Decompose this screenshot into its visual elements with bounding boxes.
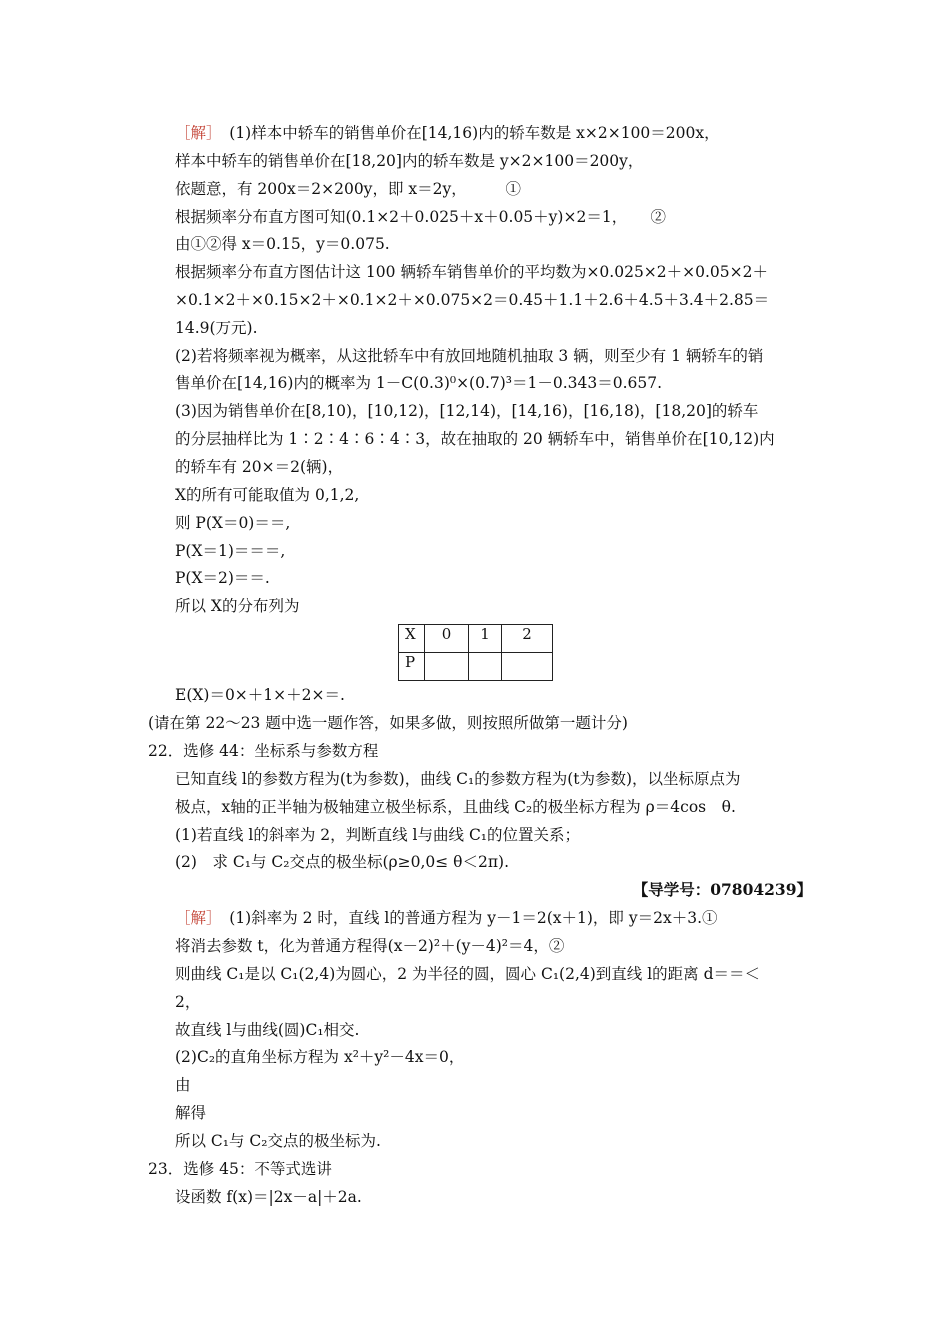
solution21-line14: X的所有可能取值为 0,1,2, <box>175 486 360 504</box>
solution21-line6: 根据频率分布直方图估计这 100 辆轿车销售单价的平均数为×0.025×2＋×0.05×2＋ <box>175 263 768 281</box>
solution21-line3: 依题意，有 200x＝2×200y，即 x＝2y， ① <box>175 180 521 198</box>
solution21-line12: 的分层抽样比为 1∶2∶4∶6∶4∶3，故在抽取的 20 辆轿车中，销售单价在[10,12)内 <box>175 430 775 448</box>
selection-note: (请在第 22～23 题中选一题作答，如果多做，则按照所做第一题计分) <box>148 714 628 732</box>
reference-number: 【导学号：07804239】 <box>632 880 812 899</box>
table-cell <box>469 653 502 681</box>
solution22-line3: 则曲线 C₁是以 C₁(2,4)为圆心，2 为半径的圆，圆心 C₁(2,4)到直线 l的距离 d＝＝＜ <box>175 965 761 983</box>
solution21-line11: (3)因为销售单价在[8,10)，[10,12)，[12,14)，[14,16)，[16,18)，[18,20]的轿车 <box>175 402 759 420</box>
table-cell <box>502 653 553 681</box>
question23-line1: 设函数 f(x)＝|2x－a|＋2a. <box>175 1188 362 1206</box>
solution22-line2: 将消去参数 t，化为普通方程得(x－2)²＋(y－4)²＝4，② <box>175 937 565 955</box>
solution21-line2: 样本中轿车的销售单价在[18,20]内的轿车数是 y×2×100＝200y， <box>175 152 644 170</box>
solution22-line5: 故直线 l与曲线(圆)C₁相交. <box>175 1021 360 1039</box>
table-cell: X <box>399 625 425 653</box>
question22-line3: (1)若直线 l的斜率为 2，判断直线 l与曲线 C₁的位置关系； <box>175 826 581 844</box>
solution22-line4: 2， <box>175 993 201 1011</box>
table-row <box>399 653 553 681</box>
table-cell <box>425 653 469 681</box>
solution22-line8: 解得 <box>175 1104 207 1122</box>
question22-title: 22．选修 44：坐标系与参数方程 <box>148 742 379 760</box>
solution21-line4: 根据频率分布直方图可知(0.1×2＋0.025＋x＋0.05＋y)×2＝1， ② <box>175 208 666 226</box>
solution21-line1: ［解］ (1)样本中轿车的销售单价在[14,16)内的轿车数是 x×2×100＝200x， <box>175 124 720 142</box>
question22-line1: 已知直线 l的参数方程为(t为参数)，曲线 C₁的参数方程为(t为参数)，以坐标原点为 <box>175 770 741 788</box>
solution-tag: ［解］ <box>175 124 214 142</box>
question22-line4: (2) 求 C₁与 C₂交点的极坐标(ρ≥0,0≤ θ＜2π). <box>175 853 510 871</box>
solution21-line7: ×0.1×2＋×0.15×2＋×0.1×2＋×0.075×2＝0.45＋1.1＋2.6＋4.5＋3.4＋2.85＝ <box>175 291 770 309</box>
solution21-line18: 所以 X的分布列为 <box>175 597 300 615</box>
solution21-line13: 的轿车有 20×＝2(辆)， <box>175 458 344 476</box>
question22-line2: 极点，x轴的正半轴为极轴建立极坐标系，且曲线 C₂的极坐标方程为 ρ＝4cos θ. <box>175 798 736 816</box>
table-cell: 0 <box>425 625 469 653</box>
distribution-table <box>398 624 553 681</box>
solution22-line7: 由 <box>175 1076 191 1094</box>
solution22-line9: 所以 C₁与 C₂交点的极坐标为. <box>175 1132 381 1150</box>
solution21-line5: 由①②得 x＝0.15，y＝0.075. <box>175 235 390 253</box>
solution21-line9: (2)若将频率视为概率，从这批轿车中有放回地随机抽取 3 辆，则至少有 1 辆轿车的销 <box>175 347 764 365</box>
table-cell: 2 <box>502 625 553 653</box>
table-row <box>399 625 553 653</box>
solution22-line1: ［解］ (1)斜率为 2 时，直线 l的普通方程为 y－1＝2(x＋1)，即 y＝2x＋3.① <box>175 909 718 927</box>
solution22-line6: (2)C₂的直角坐标方程为 x²＋y²－4x＝0， <box>175 1048 465 1066</box>
table-cell: 1 <box>469 625 502 653</box>
solution21-line17: P(X＝2)＝＝. <box>175 569 270 587</box>
solution21-line16: P(X＝1)＝＝＝, <box>175 542 286 560</box>
table-cell: P <box>399 653 425 681</box>
solution21-line15: 则 P(X＝0)＝＝, <box>175 514 291 532</box>
solution21-line19: E(X)＝0×＋1×＋2×＝. <box>175 686 345 704</box>
question23-title: 23．选修 45：不等式选讲 <box>148 1160 332 1178</box>
solution21-line10: 售单价在[14,16)内的概率为 1－C(0.3)⁰×(0.7)³＝1－0.343＝0.657. <box>175 374 663 392</box>
solution-tag: ［解］ <box>175 909 214 927</box>
solution21-line8: 14.9(万元). <box>175 319 258 337</box>
